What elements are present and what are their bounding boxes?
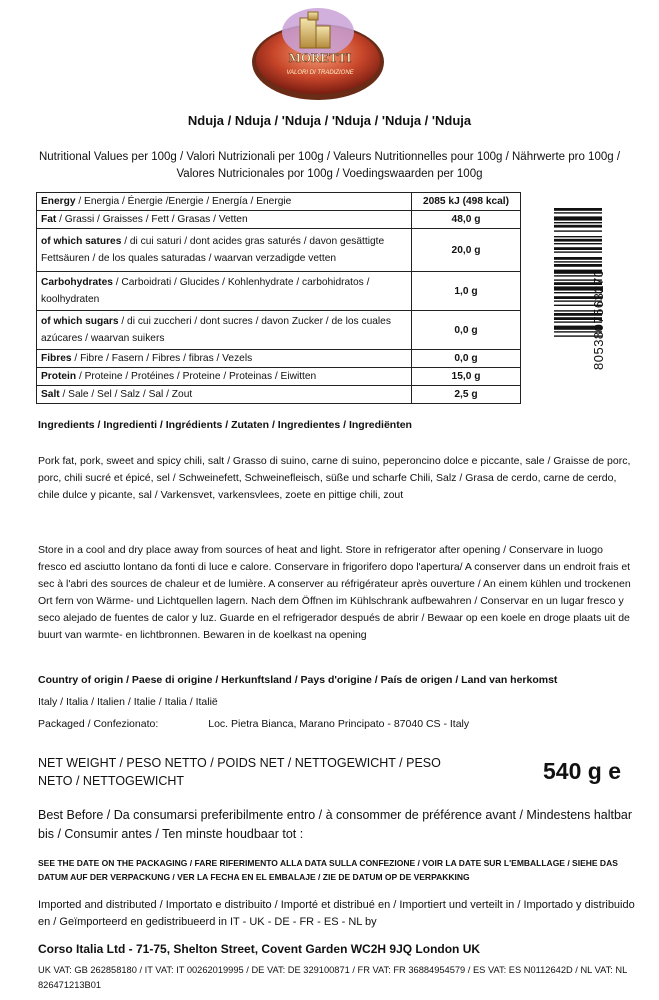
vat-numbers: UK VAT: GB 262858180 / IT VAT: IT 00262019995 / DE VAT: DE 329100871 / FR VAT: FR 36884954579 / ES VAT: ES N0112642D / NL VAT: NL 826471213B01 xyxy=(38,965,627,990)
nutrient-label: Protein / Proteine / Protéines / Proteine / Proteinas / Eiwitten xyxy=(37,368,412,386)
nutrition-row-energy xyxy=(37,193,521,211)
imported-text: Imported and distributed / Importato e distribuito / Importé et distribué en / Importiert und verteilt in / Importado y distribuido en / Geïmporteerd en gedistribueerd in IT - UK - DE - FR - ES - NL by xyxy=(38,899,635,928)
origin-heading: Country of origin / Paese di origine / Herkunftsland / Pays d'origine / País de origen / Land van herkomst xyxy=(38,674,558,686)
origin-value: Italy / Italia / Italien / Italie / Italia / Italië xyxy=(38,696,218,708)
nutrient-value: 0,0 g xyxy=(412,350,521,368)
product-title: Nduja / Nduja / 'Nduja / 'Nduja / 'Nduja / 'Nduja xyxy=(187,113,472,128)
nutrient-value: 2085 kJ (498 kcal) xyxy=(412,193,521,211)
nutrient-value: 48,0 g xyxy=(412,211,521,229)
nutrient-value: 2,5 g xyxy=(412,386,521,404)
nutrient-label: Carbohydrates / Carboidrati / Glucides / Kohlenhydrate / carbohidratos / koolhydraten xyxy=(37,272,412,311)
nutrition-row-fat xyxy=(37,211,521,229)
nutrient-label: Fat / Grassi / Graisses / Fett / Grasas / Vetten xyxy=(37,211,412,229)
nutrition-heading-line2: Valores Nutricionales por 100g / Voedingswaarden per 100g xyxy=(176,168,483,180)
nutrition-row-carbohydrates xyxy=(37,272,521,311)
packaged-address: Loc. Pietra Bianca, Marano Principato - 87040 CS - Italy xyxy=(208,718,470,730)
moretti-logo xyxy=(248,4,388,102)
nutrition-heading-line1: Nutritional Values per 100g / Valori Nutrizionali per 100g / Valeurs Nutritionnelles pour 100g / Nährwerte pro 100g / xyxy=(38,151,621,163)
nutrient-value: 20,0 g xyxy=(412,229,521,272)
nutrient-label: of which sugars / di cui zuccheri / dont sucres / davon Zucker / de los cuales azúcares / waarvan suikers xyxy=(37,311,412,350)
best-before: Best Before / Da consumarsi preferibilmente entro / à consommer de préférence avant / Mindestens haltbar bis / Consumir antes / Ten minste houdbaar tot : xyxy=(38,808,633,841)
logo-tagline: VALORI DI TRADIZIONE xyxy=(286,70,354,76)
company-address: Corso Italia Ltd - 71-75, Shelton Street, Covent Garden WC2H 9JQ London UK xyxy=(38,942,481,956)
packaged-label: Packaged / Confezionato: xyxy=(38,718,159,730)
net-weight-label: NET WEIGHT / PESO NETTO / POIDS NET / NETTOGEWICHT / PESO NETO / NETTOGEWICHT xyxy=(38,756,441,788)
nutrition-row-fibres xyxy=(37,350,521,368)
nutrition-row-protein xyxy=(37,368,521,386)
nutrient-label: Salt / Sale / Sel / Salz / Sal / Zout xyxy=(37,386,412,404)
date-notice: SEE THE DATE ON THE PACKAGING / FARE RIFERIMENTO ALLA DATA SULLA CONFEZIONE / VOIR LA DATE SUR L'EMBALLAGE / SIEHE DAS DATUM AUF DER VERPACKUNG / VER LA FECHA EN EL EMBALAJE / ZIE DE DATUM OP DE VERPAKKING xyxy=(38,858,618,882)
nutrition-row-sugars xyxy=(37,311,521,350)
nutrient-label: Fibres / Fibre / Fasern / Fibres / fibras / Vezels xyxy=(37,350,412,368)
ingredients-text: Pork fat, pork, sweet and spicy chili, salt / Grasso di suino, carne di suino, peperoncino dolce e piccante, sale / Graisse de porc, porc, chili sucré et épicé, sel / Schweinefett, Schweinefleisch, süße und scharfe Chili, Salz / Grasa de cerdo, carne de cerdo, chile dulce y picante, sal / Varkensvet, varkensvlees, zoete en pittige chili, zout xyxy=(38,455,631,501)
packaged-line xyxy=(38,716,633,733)
nutrient-label: Energy / Energia / Énergie /Energie / Energía / Energie xyxy=(37,193,412,211)
nutrition-row-saturates xyxy=(37,229,521,272)
net-weight-value: 540 g e xyxy=(543,758,621,784)
nutrient-value: 15,0 g xyxy=(412,368,521,386)
ingredients-heading: Ingredients / Ingredienti / Ingrédients / Zutaten / Ingredientes / Ingrediënten xyxy=(38,419,412,431)
nutrition-heading xyxy=(0,149,659,183)
nutrient-value: 1,0 g xyxy=(412,272,521,311)
nutrient-label: of which satures / di cui saturi / dont acides gras saturés / davon gesättigte Fettsäuren / de los quales saturadas / waarvan verzadigde vetten xyxy=(37,229,412,272)
nutrition-row-salt xyxy=(37,386,521,404)
logo-brand: MORETTI xyxy=(288,50,352,65)
barcode-number: 8053807563270 xyxy=(591,269,606,370)
barcode xyxy=(554,208,616,388)
nutrition-table xyxy=(36,192,521,404)
nutrient-value: 0,0 g xyxy=(412,311,521,350)
storage-text: Store in a cool and dry place away from sources of heat and light. Store in refrigerator after opening / Conservare in luogo fresco ed asciutto lontano da fonti di luce e calore. Conservare in frigorifero dopo l'apertura/ A conserver dans un endroit frais et sec à l'abri des sources de chaleur et de lumière. A conserver au réfrigérateur après ouverture / An einem kühlen und trockenen Ort fern von Wärme- und Lichtquellen lagern. Nach dem Öffnen im Kühlschrank aufbewahren / Conservar en un lugar fresco y seco alejado de fuentes de calor y luz. Guarde en el refrigerador después de abrir / Bewaar op een koele en droge plaats uit de buurt van warmte- en lichtbronnen. Bewaren in de koelkast na opening xyxy=(38,544,631,641)
